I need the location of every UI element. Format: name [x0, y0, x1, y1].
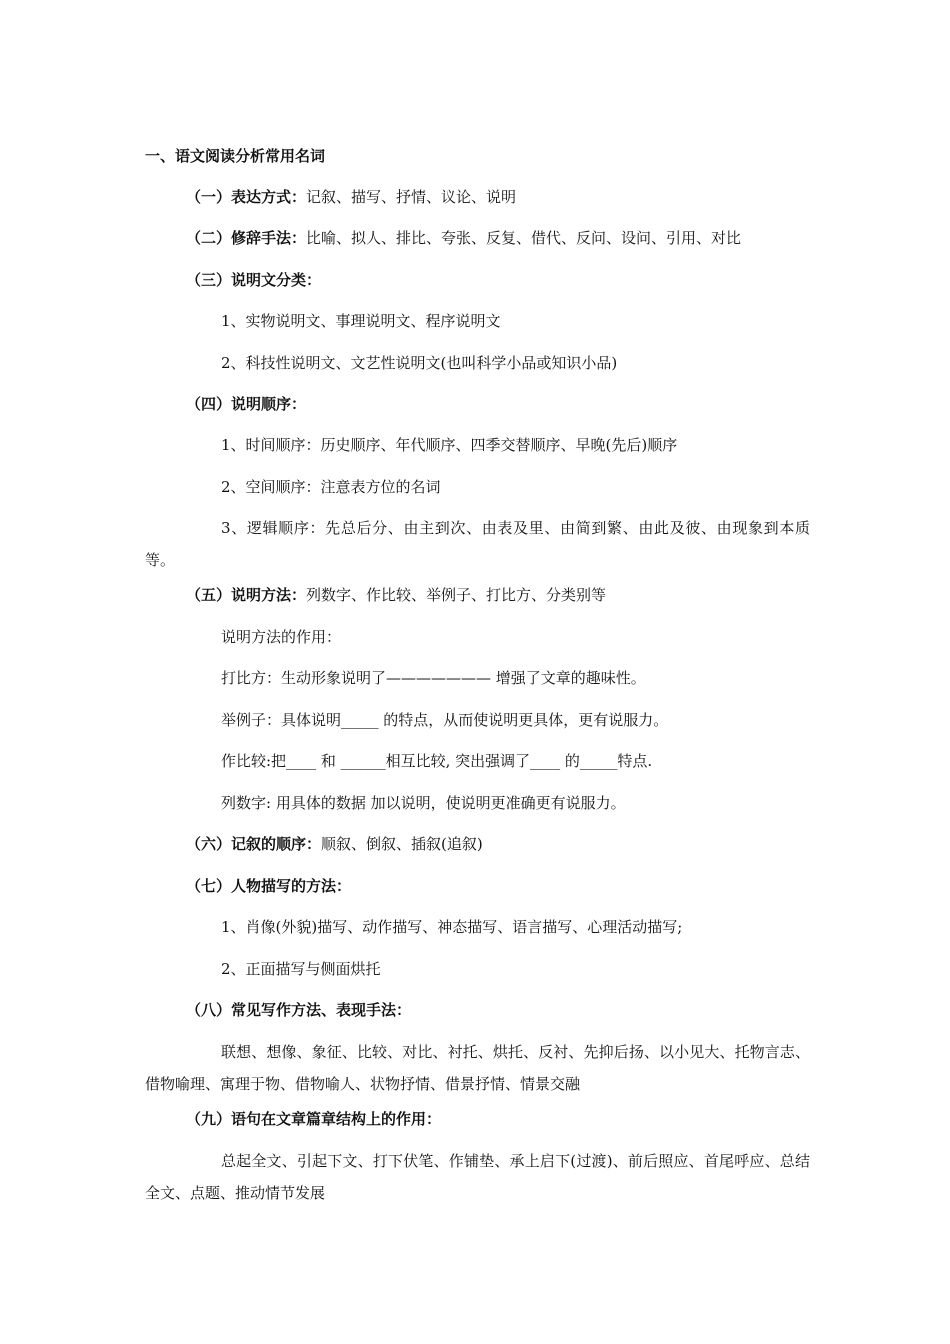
section-heading: （六）记叙的顺序： — [186, 835, 322, 853]
list-item: 2、科技性说明文、文艺性说明文(也叫科学小品或知识小品) — [221, 354, 618, 372]
list-item-wrapped: 3、逻辑顺序：先总后分、由主到次、由表及里、由简到繁、由此及彼、由现象到本质等。 — [145, 519, 810, 569]
list-item: 举例子：具体说明_____ 的特点，从而使说明更具体，更有说服力。 — [221, 711, 669, 729]
section-character-heading: （七）人物描写的方法： — [186, 877, 352, 895]
section-order-heading: （四）说明顺序： — [186, 395, 307, 413]
section-body: 顺叙、倒叙、插叙(追叙) — [321, 835, 483, 853]
section-sentence-role-heading: （九）语句在文章篇章结构上的作用： — [186, 1110, 442, 1128]
list-item: 说明方法的作用： — [221, 628, 342, 646]
list-item: 1、时间顺序：历史顺序、年代顺序、四季交替顺序、早晚(先后)顺序 — [221, 436, 678, 454]
doc-title: 一、语文阅读分析常用名词 — [145, 147, 326, 165]
list-item: 2、正面描写与侧面烘托 — [221, 960, 381, 978]
section-expression — [186, 187, 516, 207]
section-heading: （二）修辞手法： — [186, 229, 307, 247]
list-item: 2、空间顺序：注意表方位的名词 — [221, 478, 441, 496]
section-methods — [186, 585, 606, 605]
list-item: 列数字: 用具体的数据 加以说明，使说明更准确更有说服力。 — [221, 794, 626, 812]
section-heading: （一）表达方式： — [186, 188, 307, 206]
section-body: 列数字、作比较、举例子、打比方、分类别等 — [306, 586, 607, 604]
section-sentence-role-body: 总起全文、引起下文、打下伏笔、作铺垫、承上启下(过渡)、前后照应、首尾呼应、总结全文、点题、推动情节发展 — [145, 1152, 810, 1202]
section-body: 比喻、拟人、排比、夸张、反复、借代、反问、设问、引用、对比 — [306, 229, 742, 247]
section-rhetoric — [186, 228, 741, 248]
section-writing-methods-body: 联想、想像、象征、比较、对比、衬托、烘托、反衬、先抑后扬、以小见大、托物言志、借物喻理、寓理于物、借物喻人、状物抒情、借景抒情、情景交融 — [145, 1043, 810, 1093]
section-body: 记叙、描写、抒情、议论、说明 — [306, 188, 517, 206]
section-writing-methods-heading: （八）常见写作方法、表现手法： — [186, 1001, 412, 1019]
section-heading: （五）说明方法： — [186, 586, 307, 604]
list-item: 1、实物说明文、事理说明文、程序说明文 — [221, 312, 501, 330]
section-narrative-order — [186, 834, 483, 854]
section-expository-types-heading: （三）说明文分类： — [186, 271, 322, 289]
list-item: 1、肖像(外貌)描写、动作描写、神态描写、语言描写、心理活动描写; — [221, 918, 683, 936]
list-item: 作比较:把____ 和 ______相互比较, 突出强调了____ 的_____特点. — [221, 752, 653, 770]
list-item: 打比方：生动形象说明了——————— 增强了文章的趣味性。 — [221, 669, 646, 687]
